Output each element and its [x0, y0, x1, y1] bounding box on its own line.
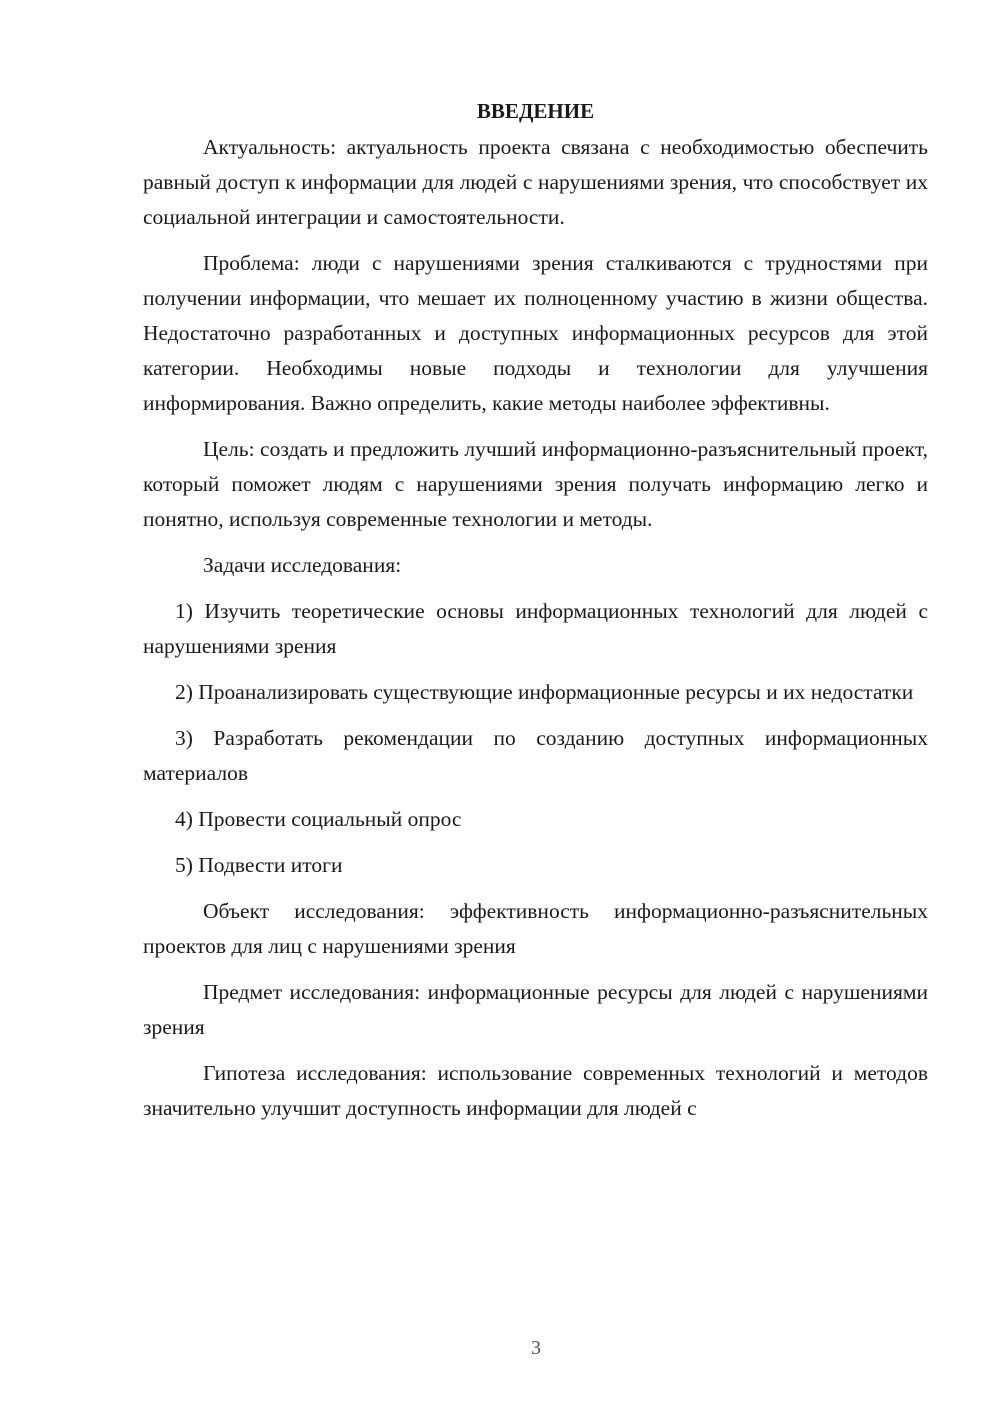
paragraph-goal: Цель: создать и предложить лучший информационно-разъяснительный проект, который поможет людям с нарушениями зрения получать информацию легко и понятно, используя современные технологии и методы. [143, 437, 928, 531]
page-heading: ВВЕДЕНИЕ [476, 99, 595, 123]
paragraph-hypothesis: Гипотеза исследования: использование современных технологий и методов значительно улучшит доступность информации для людей с [143, 1061, 928, 1120]
list-item-task-4: 4) Провести социальный опрос [175, 807, 462, 831]
paragraph-relevance: Актуальность: актуальность проекта связана с необходимостью обеспечить равный доступ к информации для людей с нарушениями зрения, что способствует их социальной интеграции и самостоятельности. [143, 135, 928, 229]
list-item-task-1: 1) Изучить теоретические основы информационных технологий для людей с нарушениями зрения [143, 599, 928, 658]
page-content [143, 96, 928, 1137]
page-number: 3 [531, 1337, 541, 1359]
paragraph-problem: Проблема: люди с нарушениями зрения сталкиваются с трудностями при получении информации, что мешает их полноценному участию в жизни общества. Недостаточно разработанных и доступных информационных ресурсов для этой категории. Необходимы новые подходы и технологии для улучшения информирования. Важно определить, какие методы наиболее эффективны. [143, 251, 928, 415]
paragraph-tasks-title: Задачи исследования: [203, 553, 402, 577]
list-item-task-3: 3) Разработать рекомендации по созданию доступных информационных материалов [143, 726, 928, 785]
list-item-task-5: 5) Подвести итоги [175, 853, 343, 877]
paragraph-object: Объект исследования: эффективность информационно-разъяснительных проектов для лиц с нарушениями зрения [143, 899, 928, 958]
list-item-task-2: 2) Проанализировать существующие информационные ресурсы и их недостатки [175, 680, 914, 704]
paragraph-subject: Предмет исследования: информационные ресурсы для людей с нарушениями зрения [143, 980, 928, 1039]
